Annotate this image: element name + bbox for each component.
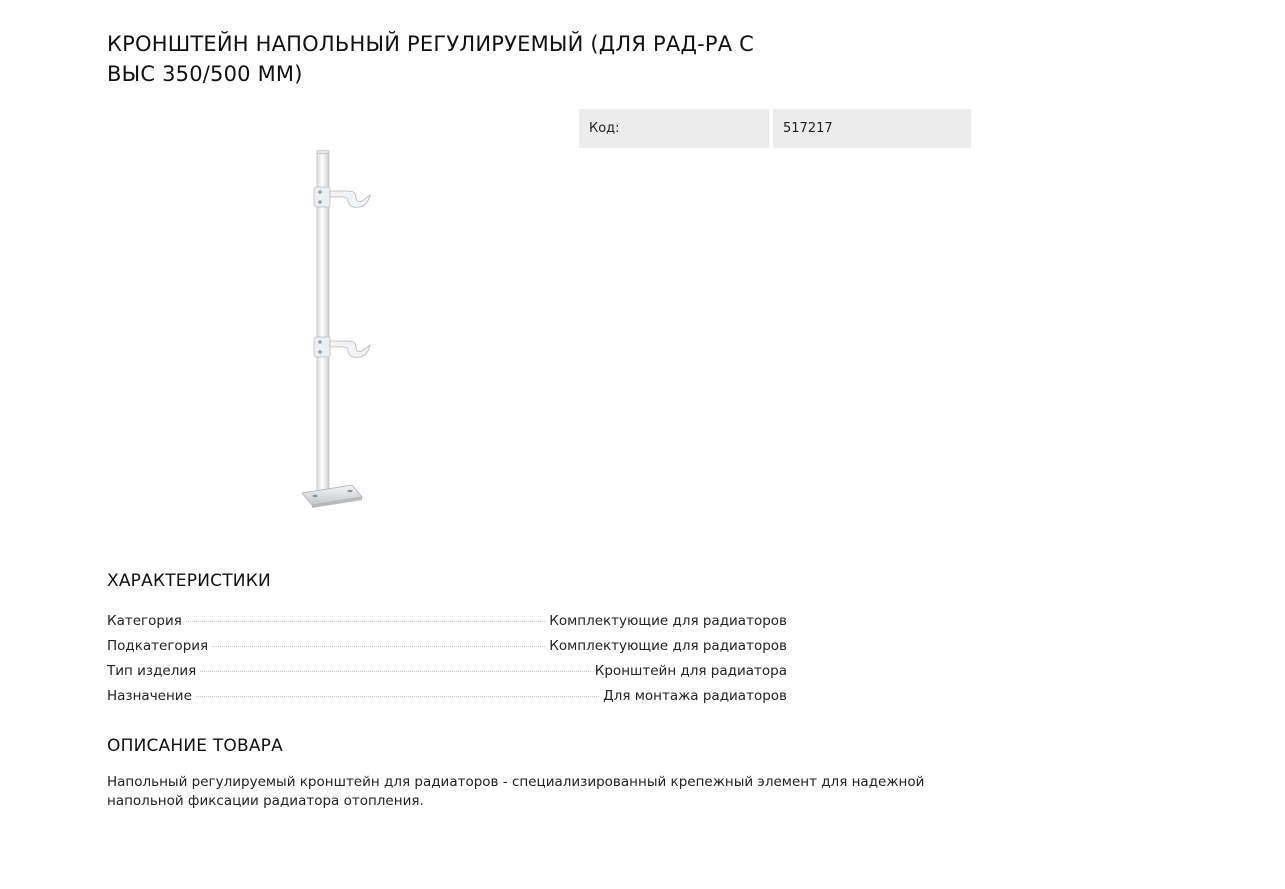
description-heading: ОПИСАНИЕ ТОВАРА — [107, 736, 283, 756]
spec-row — [107, 613, 787, 638]
spec-leader — [196, 696, 599, 697]
spec-name: Категория — [107, 613, 182, 629]
product-code-table — [579, 109, 971, 148]
spec-leader — [186, 621, 545, 622]
spec-value: Комплектующие для радиаторов — [549, 613, 787, 629]
code-value: 517217 — [773, 109, 971, 148]
description-text: Напольный регулируемый кронштейн для радиаторов - специализированный крепежный элемент для надежной напольной фиксации радиатора отопления. — [107, 774, 925, 809]
spec-value: Комплектующие для радиаторов — [549, 638, 787, 654]
specs-heading: ХАРАКТЕРИСТИКИ — [107, 571, 271, 591]
spec-row — [107, 688, 787, 713]
spec-leader — [212, 646, 545, 647]
spec-name: Подкатегория — [107, 638, 209, 654]
spec-value: Кронштейн для радиатора — [594, 663, 787, 679]
spec-value: Для монтажа радиаторов — [603, 688, 787, 704]
spec-row — [107, 663, 787, 688]
product-image[interactable] — [290, 145, 380, 515]
spec-name: Назначение — [107, 688, 192, 704]
code-label: Код: — [579, 109, 769, 148]
spec-leader — [200, 671, 591, 672]
spec-name: Тип изделия — [107, 663, 197, 679]
specs-list — [107, 613, 787, 713]
product-title: КРОНШТЕЙН НАПОЛЬНЫЙ РЕГУЛИРУЕМЫЙ (ДЛЯ РАД-РА С ВЫС 350/500 ММ) — [107, 32, 755, 86]
spec-row — [107, 638, 787, 663]
